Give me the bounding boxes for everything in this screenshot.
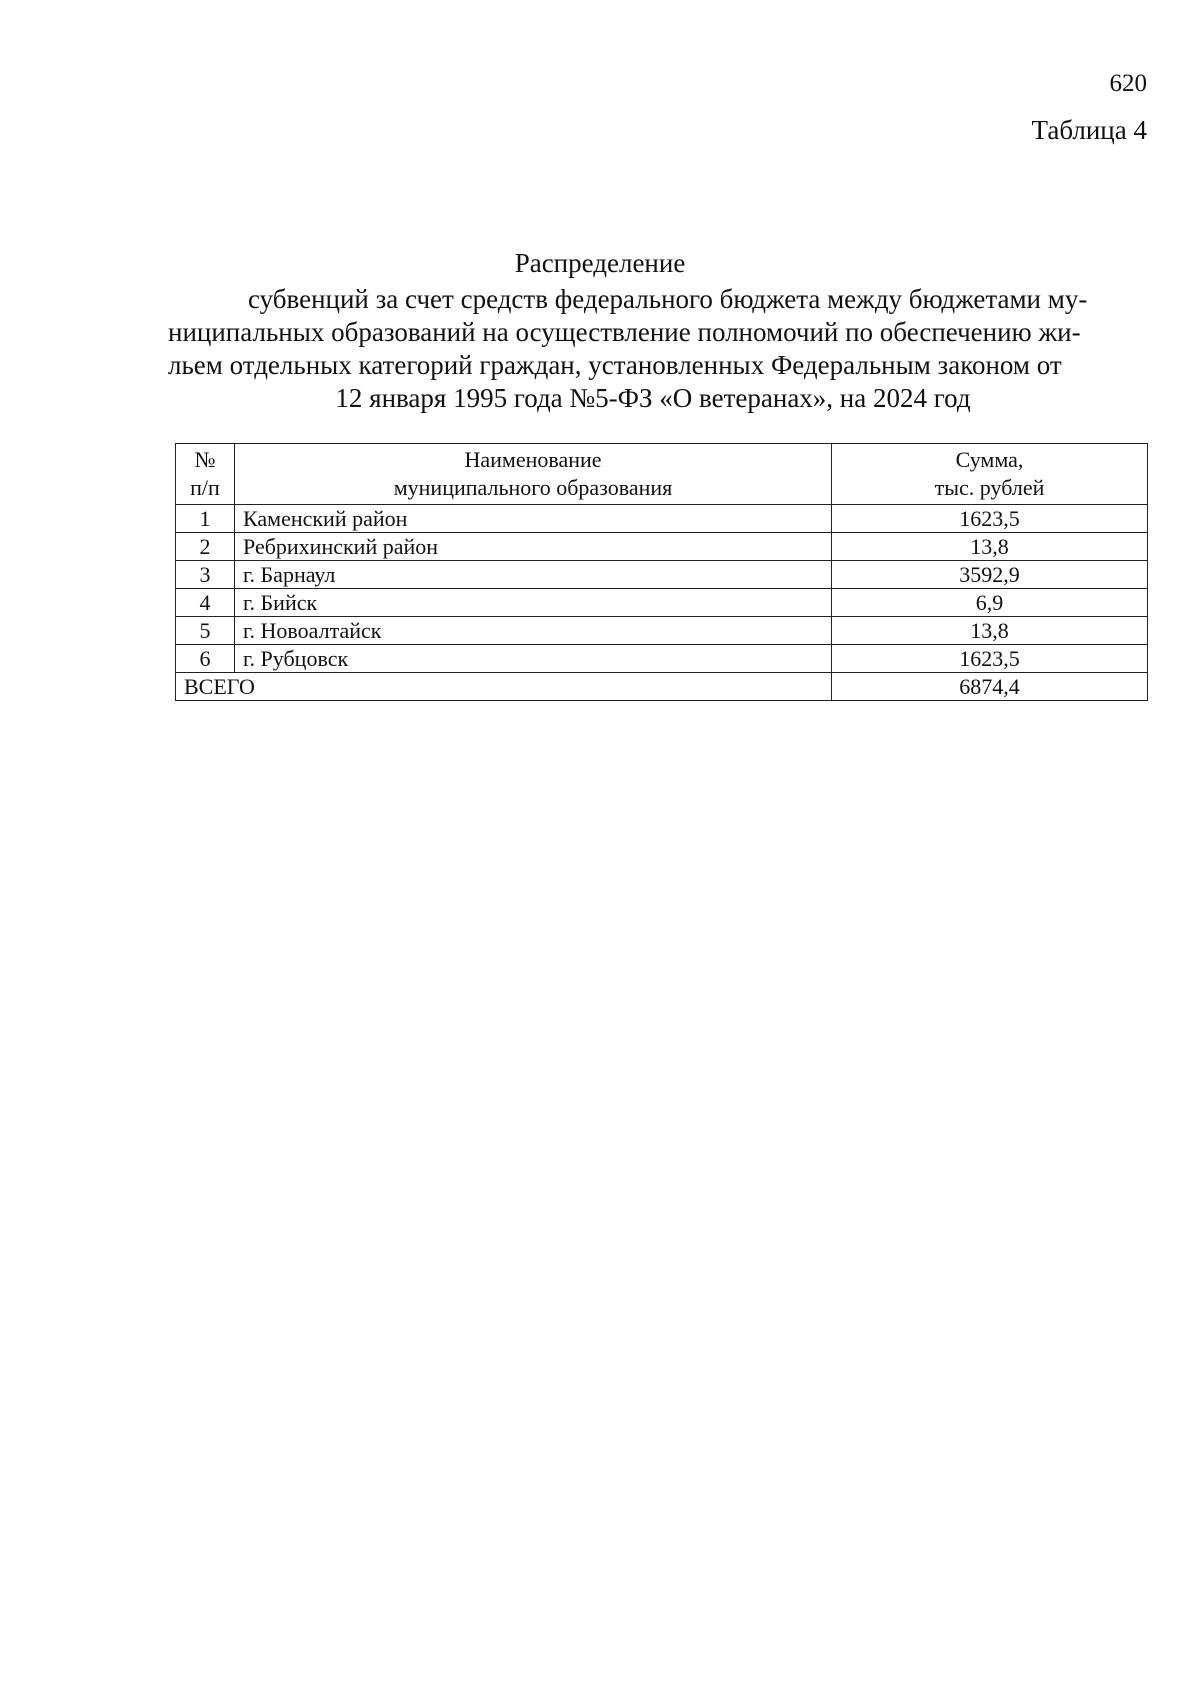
header-name bbox=[235, 444, 832, 505]
header-number-line2: п/п bbox=[190, 475, 220, 500]
subtitle-line: ниципальных образований на осуществление полномочий по обеспечению жи- bbox=[168, 317, 1081, 347]
row-name: г. Новоалтайск bbox=[235, 617, 832, 645]
row-name: Каменский район bbox=[235, 505, 832, 533]
table-header-row bbox=[176, 444, 1148, 505]
row-sum: 6,9 bbox=[832, 589, 1148, 617]
header-sum bbox=[832, 444, 1148, 505]
page-number: 620 bbox=[1109, 70, 1147, 97]
table-row bbox=[176, 533, 1148, 561]
row-name: Ребрихинский район bbox=[235, 533, 832, 561]
row-name: г. Барнаул bbox=[235, 561, 832, 589]
table-row bbox=[176, 561, 1148, 589]
distribution-table bbox=[175, 443, 1148, 701]
table-row bbox=[176, 617, 1148, 645]
table-label: Таблица 4 bbox=[1031, 115, 1147, 145]
header-number bbox=[176, 444, 235, 505]
subtitle-line: льем отдельных категорий граждан, установленных Федеральным законом от bbox=[168, 350, 1062, 380]
row-sum: 3592,9 bbox=[832, 561, 1148, 589]
row-number: 2 bbox=[176, 533, 235, 561]
table-total-row bbox=[176, 673, 1148, 701]
row-sum: 1623,5 bbox=[832, 645, 1148, 673]
row-name: г. Бийск bbox=[235, 589, 832, 617]
row-number: 4 bbox=[176, 589, 235, 617]
subtitle-line: субвенций за счет средств федерального бюджета между бюджетами му- bbox=[248, 284, 1088, 314]
table-row bbox=[176, 645, 1148, 673]
document-subtitle bbox=[168, 283, 1138, 415]
subtitle-line: 12 января 1995 года №5-ФЗ «О ветеранах», на 2024 год bbox=[335, 383, 971, 413]
total-label: ВСЕГО bbox=[176, 673, 832, 701]
row-number: 3 bbox=[176, 561, 235, 589]
header-sum-line2: тыс. рублей bbox=[934, 475, 1045, 500]
row-number: 1 bbox=[176, 505, 235, 533]
document-heading: Распределение bbox=[514, 248, 686, 278]
row-sum: 13,8 bbox=[832, 533, 1148, 561]
table-row bbox=[176, 589, 1148, 617]
header-number-line1: № bbox=[194, 447, 216, 472]
total-sum: 6874,4 bbox=[832, 673, 1148, 701]
table-row bbox=[176, 505, 1148, 533]
header-name-line2: муниципального образования bbox=[393, 475, 673, 500]
header-name-line1: Наименование bbox=[464, 447, 602, 472]
row-sum: 1623,5 bbox=[832, 505, 1148, 533]
row-number: 6 bbox=[176, 645, 235, 673]
row-number: 5 bbox=[176, 617, 235, 645]
header-sum-line1: Сумма, bbox=[955, 447, 1024, 472]
row-sum: 13,8 bbox=[832, 617, 1148, 645]
row-name: г. Рубцовск bbox=[235, 645, 832, 673]
